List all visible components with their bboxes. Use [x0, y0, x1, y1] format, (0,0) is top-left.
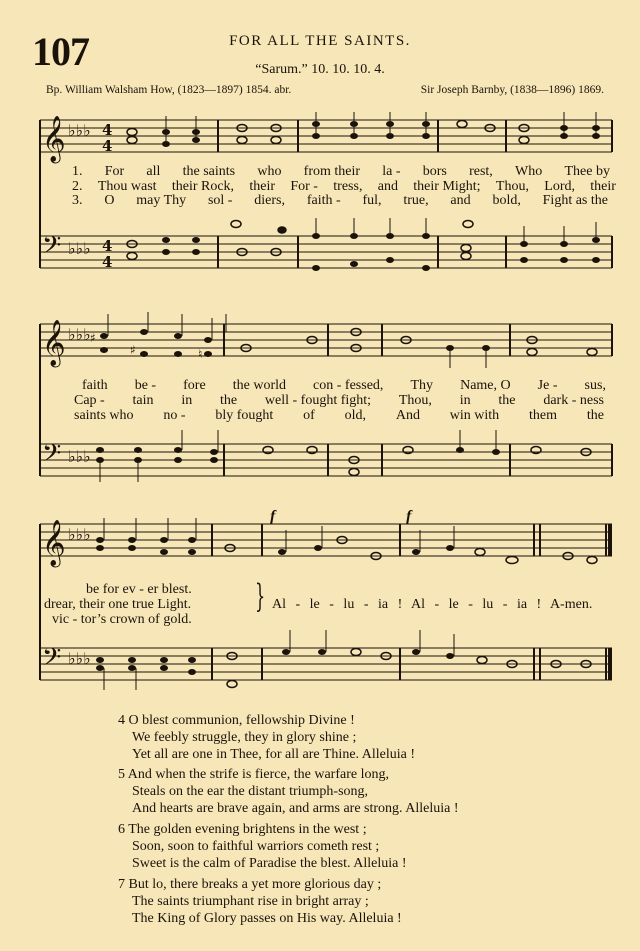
stanza-line: Soon, soon to faithful warriors cometh rest ;: [132, 839, 380, 854]
svg-text:4: 4: [102, 121, 113, 139]
svg-text:♭♭♭: ♭♭♭: [68, 447, 91, 466]
syllable: their: [590, 179, 616, 194]
syllable: Who: [515, 164, 543, 179]
syllable: For: [104, 164, 125, 179]
svg-text:4: 4: [102, 237, 113, 255]
syllable: and: [377, 179, 398, 194]
stanza-number: 7: [118, 877, 125, 892]
syllable: old,: [344, 408, 366, 423]
stanza-number: 6: [118, 822, 125, 837]
stanza-5: [118, 766, 459, 817]
syllable: well - fought fight;: [264, 393, 372, 408]
syllable: bly fought: [215, 408, 274, 423]
row2-lyric-line-2: [74, 393, 604, 409]
syllable: Lord,: [544, 179, 575, 194]
syllable: the: [498, 393, 516, 408]
row2-lyric-line-3: [74, 408, 604, 424]
stanza-line: And when the strife is fierce, the warfare long,: [127, 767, 389, 782]
stanza-line: Yet all are one in Thee, for all are Thine. Alleluia !: [132, 747, 416, 762]
stanza-7: [118, 876, 402, 927]
svg-text:4: 4: [102, 253, 113, 271]
syllable: all: [146, 164, 161, 179]
syllable: win with: [449, 408, 500, 423]
stanza-line: And hearts are brave again, and arms are strong. Alleluia !: [132, 801, 459, 816]
brace-icon: }: [255, 577, 266, 615]
syllable: Thou,: [495, 179, 529, 194]
syllable: be -: [134, 378, 157, 393]
syllable: from their: [303, 164, 361, 179]
hymn-number: 107: [32, 29, 89, 74]
syllable: in: [181, 393, 193, 408]
refrain-line-1: be for ev - er blest.: [86, 582, 192, 597]
svg-text:4: 4: [102, 137, 113, 155]
syllable: the saints: [182, 164, 236, 179]
svg-text:♮: ♮: [198, 347, 203, 361]
syllable: Je -: [537, 378, 558, 393]
refrain-line-2: drear, their one true Light.: [44, 597, 192, 612]
svg-text:♭♭♭: ♭♭♭: [68, 239, 91, 258]
syllable: bors: [422, 164, 447, 179]
syllable: Cap -: [74, 393, 105, 408]
stanza-number: 4: [118, 713, 125, 728]
syllable: Thou,: [398, 393, 432, 408]
syllable: faith: [82, 378, 108, 393]
syllable: ful,: [362, 193, 382, 208]
verse-3-line: [72, 193, 608, 209]
syllable: Fight as the: [542, 193, 608, 208]
syllable: of: [303, 408, 315, 423]
svg-text:♭♭♭: ♭♭♭: [68, 525, 91, 544]
verse-number: 2.: [72, 179, 83, 194]
syllable: in: [459, 393, 471, 408]
syllable: and: [450, 193, 471, 208]
syllable: tain: [132, 393, 154, 408]
composer-credit: Sir Joseph Barnby, (1838—1896) 1869.: [420, 84, 604, 96]
syllable: O: [104, 193, 115, 208]
row2-lyric-line-1: [82, 378, 606, 394]
stanza-line: Sweet is the calm of Paradise the blest. Alleluia !: [132, 856, 407, 871]
verse-1-line: [72, 164, 610, 180]
syllable: Thee by: [564, 164, 610, 179]
svg-text:𝄞: 𝄞: [42, 520, 66, 566]
syllable: tress,: [333, 179, 363, 194]
svg-text:𝄞: 𝄞: [42, 320, 66, 366]
svg-text:♭♭♭: ♭♭♭: [68, 121, 91, 140]
svg-text:𝄞: 𝄞: [42, 116, 66, 162]
stanza-number: 5: [118, 767, 125, 782]
stanza-6: [118, 821, 406, 872]
syllable: the: [586, 408, 604, 423]
svg-text:𝄢: 𝄢: [42, 231, 62, 266]
syllable: their: [249, 179, 276, 194]
syllable: may Thy: [136, 193, 187, 208]
syllable: Thy: [410, 378, 434, 393]
syllable: no -: [163, 408, 186, 423]
syllable: their Rock,: [171, 179, 235, 194]
syllable: diers,: [254, 193, 285, 208]
dynamic-forte-1: f: [270, 508, 276, 525]
svg-text:♭♭♭: ♭♭♭: [68, 649, 91, 668]
syllable: saints who: [74, 408, 134, 423]
tune-name: “Sarum.” 10. 10. 10. 4.: [255, 62, 385, 77]
hymn-title: FOR ALL THE SAINTS.: [229, 33, 411, 49]
syllable: their Might;: [413, 179, 481, 194]
dynamic-forte-2: f: [406, 508, 412, 525]
syllable: la -: [382, 164, 401, 179]
stanza-4: [118, 712, 415, 763]
verse-number: 1.: [72, 164, 83, 179]
syllable: who: [257, 164, 282, 179]
stanza-line: But lo, there breaks a yet more glorious day ;: [128, 877, 382, 892]
svg-text:𝄢: 𝄢: [42, 439, 62, 474]
syllable: the world: [232, 378, 286, 393]
svg-text:♭♭♭: ♭♭♭: [68, 325, 91, 344]
syllable: And: [395, 408, 420, 423]
svg-text:♯: ♯: [130, 343, 136, 357]
svg-text:♯: ♯: [90, 331, 96, 345]
stanza-line: The golden evening brightens in the west ;: [128, 822, 367, 837]
refrain-line-3: vic - tor’s crown of gold.: [52, 612, 192, 627]
author-credit: Bp. William Walsham How, (1823—1897) 1854. abr.: [46, 84, 292, 96]
svg-text:𝄢: 𝄢: [42, 643, 62, 678]
syllable: them: [529, 408, 557, 423]
stanza-line: Steals on the ear the distant triumph-song,: [132, 784, 369, 799]
stanza-line: O blest communion, fellowship Divine !: [128, 713, 355, 728]
alleluia-amen: Al - le - lu - ia ! Al - le - lu - ia ! A-men.: [272, 597, 593, 612]
syllable: sus,: [584, 378, 606, 393]
syllable: dark - ness: [543, 393, 604, 408]
stanza-line: We feebly struggle, they in glory shine ;: [132, 730, 357, 745]
syllable: sol -: [207, 193, 233, 208]
syllable: faith -: [306, 193, 341, 208]
syllable: con - fessed,: [313, 378, 384, 393]
syllable: true,: [403, 193, 429, 208]
syllable: fore: [183, 378, 206, 393]
syllable: Thou wast: [97, 179, 157, 194]
syllable: Name, O: [460, 378, 511, 393]
verse-number: 3.: [72, 193, 83, 208]
syllable: rest,: [469, 164, 493, 179]
stanza-line: The King of Glory passes on His way. Alleluia !: [132, 911, 402, 926]
stanza-line: The saints triumphant rise in bright array ;: [132, 894, 369, 909]
syllable: bold,: [492, 193, 521, 208]
syllable: the: [220, 393, 238, 408]
syllable: For -: [290, 179, 318, 194]
